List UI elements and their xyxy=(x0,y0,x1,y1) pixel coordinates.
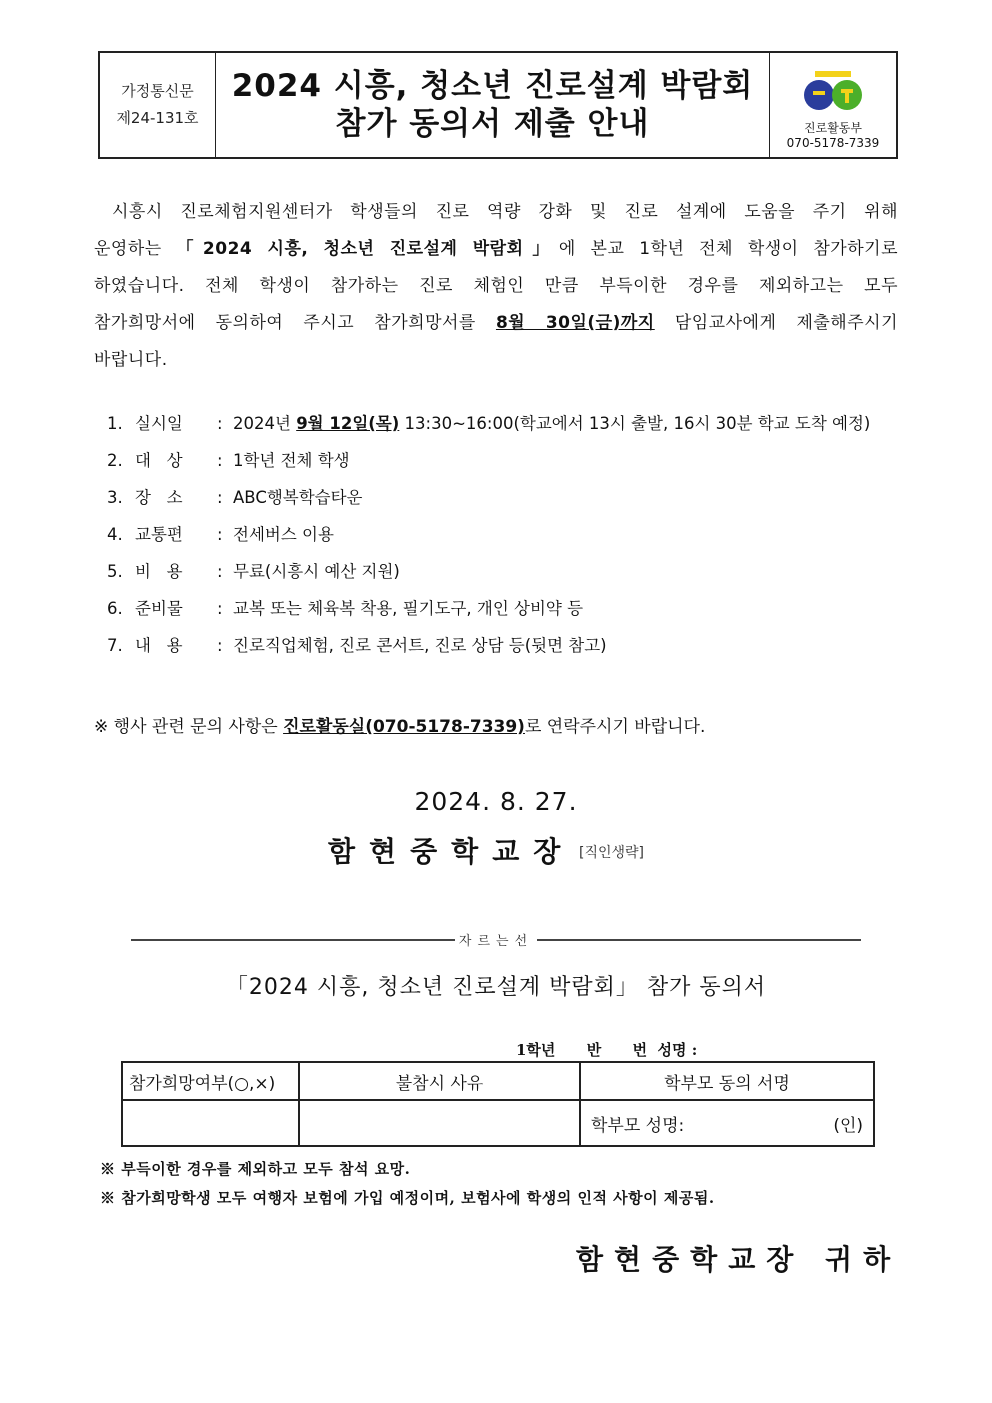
title-line-2: 참가 동의서 제출 안내 xyxy=(335,106,650,142)
detail-item-place: 3. 장 소 : ABC행복학습타운 xyxy=(107,488,363,507)
parent-signature-input[interactable] xyxy=(580,1100,874,1146)
school-logo-icon xyxy=(801,69,865,113)
detail-item-date: 1. 실시일 : 2024년 9월 12일(목) 13:30~16:00(학교에서 13시 출발, 16시 30분 학교 도착 예정) xyxy=(107,414,871,433)
event-name: 「2024 시흥, 청소년 진로설계 박람회」 xyxy=(176,239,559,259)
cut-line-dash xyxy=(537,939,861,941)
issue-date: 2024. 8. 27. xyxy=(414,787,578,816)
paragraph-line: 참가희망서에 동의하여 주시고 참가희망서를 8월 30일(금)까지 담임교사에게 제출해주시기 xyxy=(94,313,898,333)
deadline: 8월 30일(금)까지 xyxy=(495,313,655,333)
seal-mark: (인) xyxy=(833,1115,863,1136)
cut-line-dash xyxy=(131,939,455,941)
detail-item-target: 2. 대 상 : 1학년 전체 학생 xyxy=(107,451,350,470)
parent-name-label: 학부모 성명: xyxy=(591,1115,685,1136)
paragraph-line: 운영하는 「2024 시흥, 청소년 진로설계 박람회」에 본교 1학년 전체 학생이 참가하기로 xyxy=(94,239,898,259)
detail-item-transport: 4. 교통편 : 전세버스 이용 xyxy=(107,525,334,544)
contact-note: ※ 행사 관련 문의 사항은 진로활동실(070-5178-7339)로 연락주시기 바랍니다. xyxy=(94,717,706,737)
seal-note: [직인생략] xyxy=(579,845,645,861)
col-participation: 참가희망여부(○,×) xyxy=(122,1062,299,1100)
event-date: 9월 12일(목) xyxy=(296,414,400,433)
col-parent-signature: 학부모 동의 서명 xyxy=(580,1062,874,1100)
paragraph-line: 바랍니다. xyxy=(94,350,168,370)
intro-paragraph xyxy=(94,190,898,380)
doc-number: 제24-131호 xyxy=(116,109,199,127)
dept-phone: 070-5178-7339 xyxy=(786,136,880,150)
doc-type: 가정통신문 xyxy=(121,82,194,100)
absence-reason-input[interactable] xyxy=(299,1100,580,1146)
student-info-line: 1학년 반 번 성명 : xyxy=(516,1041,698,1059)
page-title xyxy=(216,53,769,157)
doc-info xyxy=(100,53,216,157)
consent-table xyxy=(121,1061,875,1147)
detail-item-cost: 5. 비 용 : 무료(시흥시 예산 지원) xyxy=(107,562,400,581)
cut-line-label: 자르는선 xyxy=(458,934,534,949)
contact-info: 진로활동실(070-5178-7339) xyxy=(283,717,525,737)
paragraph-line: 시흥시 진로체험지원센터가 학생들의 진로 역량 강화 및 진로 설계에 도움을 주기 위해 xyxy=(112,202,898,222)
warning-line: ※ 부득이한 경우를 제외하고 모두 참석 요망. xyxy=(100,1160,411,1178)
consent-form-title: 「2024 시흥, 청소년 진로설계 박람회」 참가 동의서 xyxy=(225,975,767,1000)
dept-info xyxy=(769,53,896,157)
addressee: 함현중학교장 귀하 xyxy=(576,1243,902,1276)
principal-name: 함현중학교장 xyxy=(328,835,575,868)
col-absence-reason: 불참시 사유 xyxy=(299,1062,580,1100)
participation-input[interactable] xyxy=(122,1100,299,1146)
warning-line: ※ 참가희망학생 모두 여행자 보험에 가입 예정이며, 보험사에 학생의 인적 사항이 제공됨. xyxy=(100,1189,715,1207)
title-line-1: 2024 시흥, 청소년 진로설계 박람회 xyxy=(231,68,754,104)
dept-name: 진로활동부 xyxy=(804,121,862,135)
detail-item-content: 7. 내 용 : 진로직업체험, 진로 콘서트, 진로 상담 등(뒷면 참고) xyxy=(107,636,607,655)
detail-item-supplies: 6. 준비물 : 교복 또는 체육복 착용, 필기도구, 개인 상비약 등 xyxy=(107,599,584,618)
paragraph-line: 하였습니다. 전체 학생이 참가하는 진로 체험인 만큼 부득이한 경우를 제외하고는 모두 xyxy=(94,276,898,296)
cut-line xyxy=(131,930,861,949)
header-box xyxy=(98,51,898,159)
